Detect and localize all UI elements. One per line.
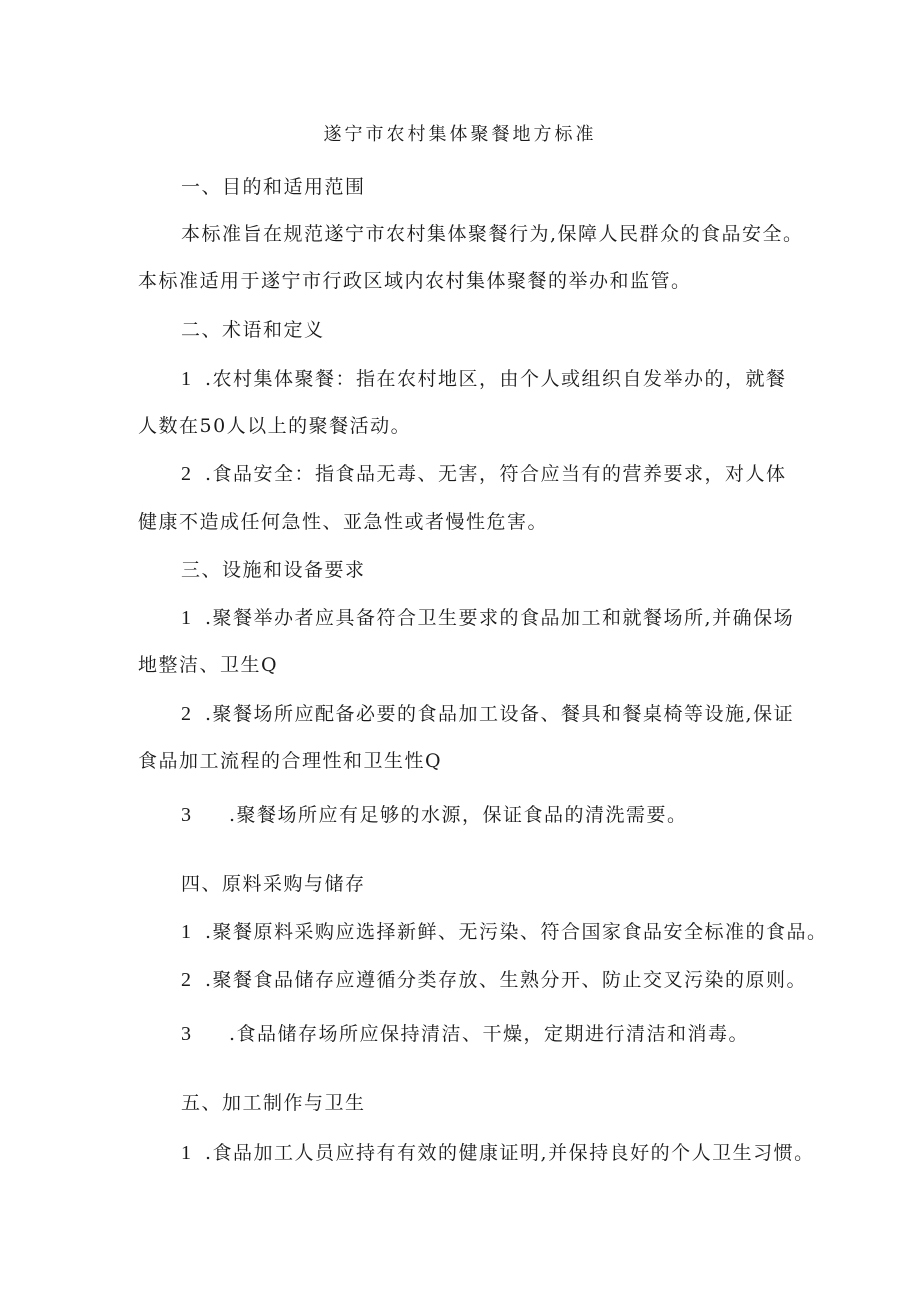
item-number: 1 <box>181 921 193 943</box>
section-heading-5: 五、加工制作与卫生 <box>181 1092 366 1114</box>
document-title: 遂宁市农村集体聚餐地方标准 <box>323 124 597 145</box>
section-heading-3: 三、设施和设备要求 <box>181 559 366 581</box>
item-continuation: 食品加工流程的合理性和卫生性Q <box>138 750 443 772</box>
item-number: 2 <box>181 969 193 991</box>
section-heading-1: 一、目的和适用范围 <box>181 176 366 198</box>
item-number: 1 <box>181 1142 193 1164</box>
list-item <box>181 917 828 944</box>
item-text: .聚餐食品储存应遵循分类存放、生熟分开、防止交叉污染的原则。 <box>205 969 808 991</box>
item-number: 2 <box>181 703 193 725</box>
section-heading-2: 二、术语和定义 <box>181 319 325 341</box>
item-text: .食品加工人员应持有有效的健康证明,并保持良好的个人卫生习惯。 <box>205 1142 815 1164</box>
list-item <box>181 603 794 630</box>
item-text: .农村集体聚餐：指在农村地区，由个人或组织自发举办的，就餐 <box>205 368 787 390</box>
item-text: .聚餐场所应有足够的水源，保证食品的清洗需要。 <box>229 804 688 826</box>
item-number: 1 <box>181 607 193 629</box>
item-number: 3 <box>181 1023 193 1045</box>
item-text: .食品安全：指食品无毒、无害，符合应当有的营养要求，对人体 <box>205 463 787 485</box>
item-text: .食品储存场所应保持清洁、干燥，定期进行清洁和消毒。 <box>229 1023 750 1045</box>
item-text: .聚餐举办者应具备符合卫生要求的食品加工和就餐场所,并确保场 <box>205 607 795 629</box>
item-text: .聚餐原料采购应选择新鲜、无污染、符合国家食品安全标准的食品。 <box>205 921 828 943</box>
item-number: 2 <box>181 463 193 485</box>
list-item <box>181 364 787 391</box>
paragraph-line: 本标准旨在规范遂宁市农村集体聚餐行为,保障人民群众的食品安全。 <box>181 223 804 245</box>
list-item <box>181 800 688 827</box>
list-item <box>181 965 807 992</box>
list-item <box>181 1019 749 1046</box>
item-text: .聚餐场所应配备必要的食品加工设备、餐具和餐桌椅等设施,保证 <box>205 703 795 725</box>
list-item <box>181 699 794 726</box>
paragraph-line: 本标准适用于遂宁市行政区域内农村集体聚餐的举办和监管。 <box>138 270 692 292</box>
item-number: 1 <box>181 368 193 390</box>
list-item <box>181 1138 815 1165</box>
item-continuation: 健康不造成任何急性、亚急性或者慢性危害。 <box>138 511 549 533</box>
item-continuation: 地整洁、卫生Q <box>138 654 279 676</box>
item-continuation: 人数在50人以上的聚餐活动。 <box>138 415 412 437</box>
section-heading-4: 四、原料采购与储存 <box>181 873 366 895</box>
list-item <box>181 459 787 486</box>
item-number: 3 <box>181 804 193 826</box>
